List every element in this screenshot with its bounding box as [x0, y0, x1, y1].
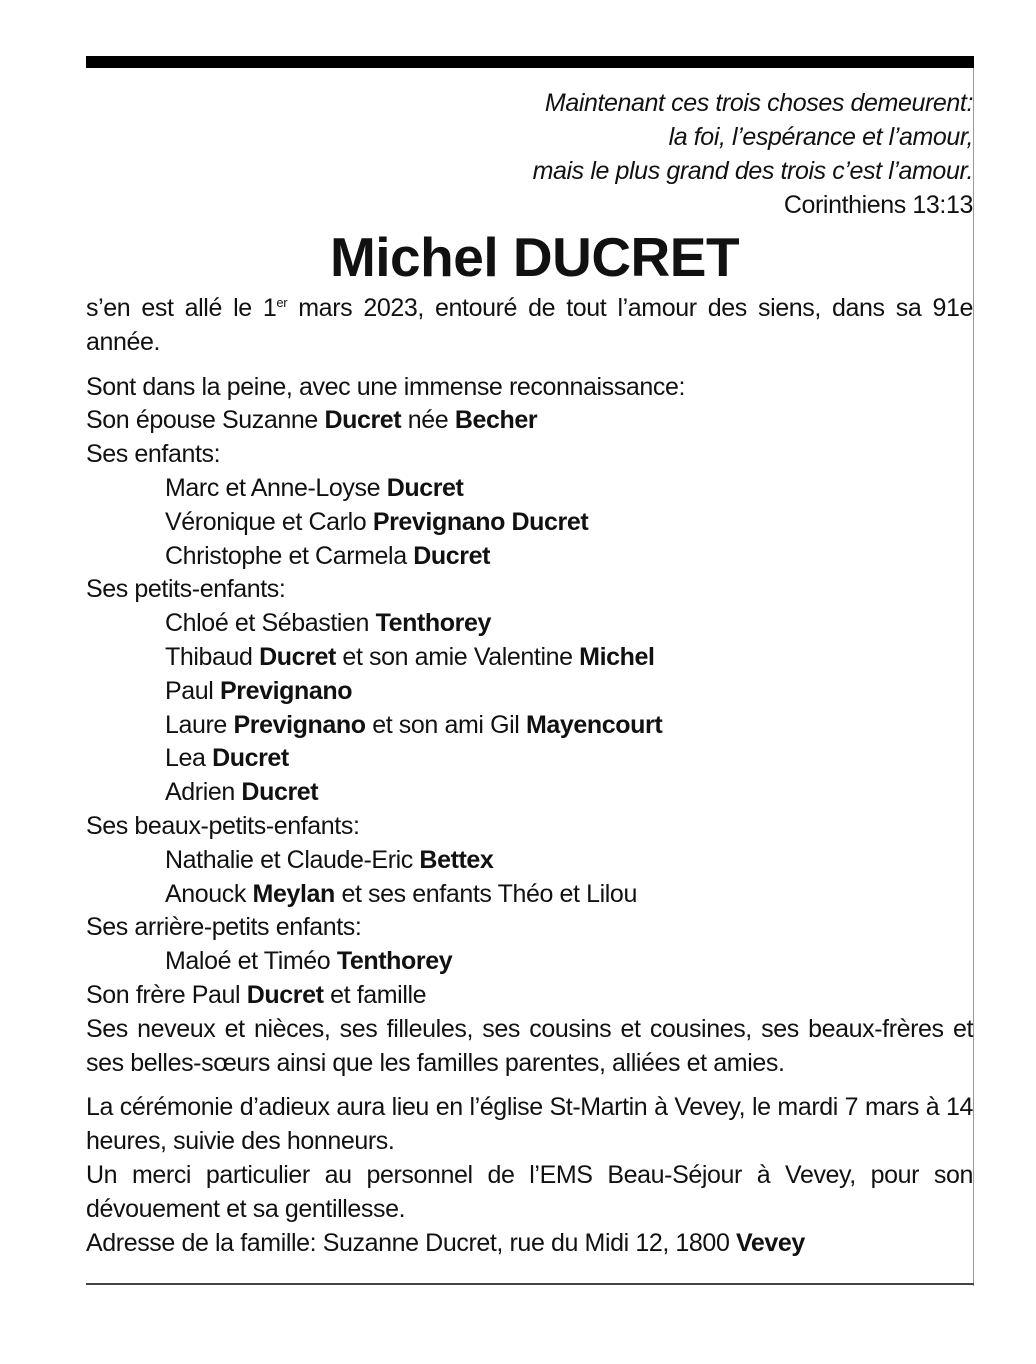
death-announcement: s’en est allé le 1er mars 2023, entouré de tout l’amour des siens, dans sa 91e année.: [86, 294, 973, 356]
bottom-rule: [86, 1283, 974, 1285]
list-item: Laure Prevignano et son ami Gil Mayencourt: [165, 710, 663, 739]
brother-line: Son frère Paul Ducret et famille: [86, 980, 427, 1009]
list-item: Paul Prevignano: [165, 676, 353, 705]
quote-reference: Corinthiens 13:13: [783, 191, 973, 219]
bible-quote: [86, 86, 973, 222]
step-grandchildren-list: [86, 844, 973, 912]
top-rule: [86, 56, 974, 68]
list-item: Christophe et Carmela Ducret: [165, 541, 491, 570]
great-grandchildren-label: Ses arrière-petits enfants:: [86, 913, 362, 942]
children-list: [86, 472, 973, 573]
grandchildren-label: Ses petits-enfants:: [86, 575, 286, 604]
mourners-intro: Sont dans la peine, avec une immense reconnaissance:: [86, 372, 686, 401]
ceremony-paragraph: La cérémonie d’adieux aura lieu en l’église St-Martin à Vevey, le mardi 7 mars à 14 heures, suivie des honneurs.: [86, 1093, 973, 1156]
quote-line: la foi, l’espérance et l’amour,: [668, 123, 973, 151]
relatives-paragraph: Ses neveux et nièces, ses filleules, ses cousins et cousines, ses beaux-frères et ses belles-sœurs ainsi que les familles parentes, alliées et amies.: [86, 1014, 973, 1077]
thanks-paragraph: Un merci particulier au personnel de l’EMS Beau-Séjour à Vevey, pour son dévouement et sa gentillesse.: [86, 1160, 973, 1223]
list-item: Adrien Ducret: [165, 778, 319, 807]
list-item: Lea Ducret: [165, 744, 289, 773]
deceased-name: Michel DUCRET: [329, 226, 740, 288]
quote-line: mais le plus grand des trois c’est l’amour.: [532, 157, 973, 185]
step-grandchildren-label: Ses beaux-petits-enfants:: [86, 811, 360, 840]
family-address: Adresse de la famille: Suzanne Ducret, rue du Midi 12, 1800 Vevey: [86, 1228, 805, 1257]
list-item: Thibaud Ducret et son amie Valentine Michel: [165, 642, 655, 671]
great-grandchildren-list: [86, 945, 973, 979]
list-item: Nathalie et Claude-Eric Bettex: [165, 845, 494, 874]
obituary-notice: [86, 86, 973, 1260]
list-item: Marc et Anne-Loyse Ducret: [165, 473, 464, 502]
children-label: Ses enfants:: [86, 440, 221, 469]
list-item: Maloé et Timéo Tenthorey: [165, 947, 453, 976]
grandchildren-list: [86, 607, 973, 810]
list-item: Véronique et Carlo Prevignano Ducret: [165, 507, 589, 536]
list-item: Anouck Meylan et ses enfants Théo et Lilou: [165, 879, 637, 908]
quote-line: Maintenant ces trois choses demeurent:: [544, 89, 973, 117]
ordinal-suffix: er: [276, 295, 288, 310]
spouse-line: Son épouse Suzanne Ducret née Becher: [86, 406, 538, 435]
list-item: Chloé et Sébastien Tenthorey: [165, 609, 492, 638]
